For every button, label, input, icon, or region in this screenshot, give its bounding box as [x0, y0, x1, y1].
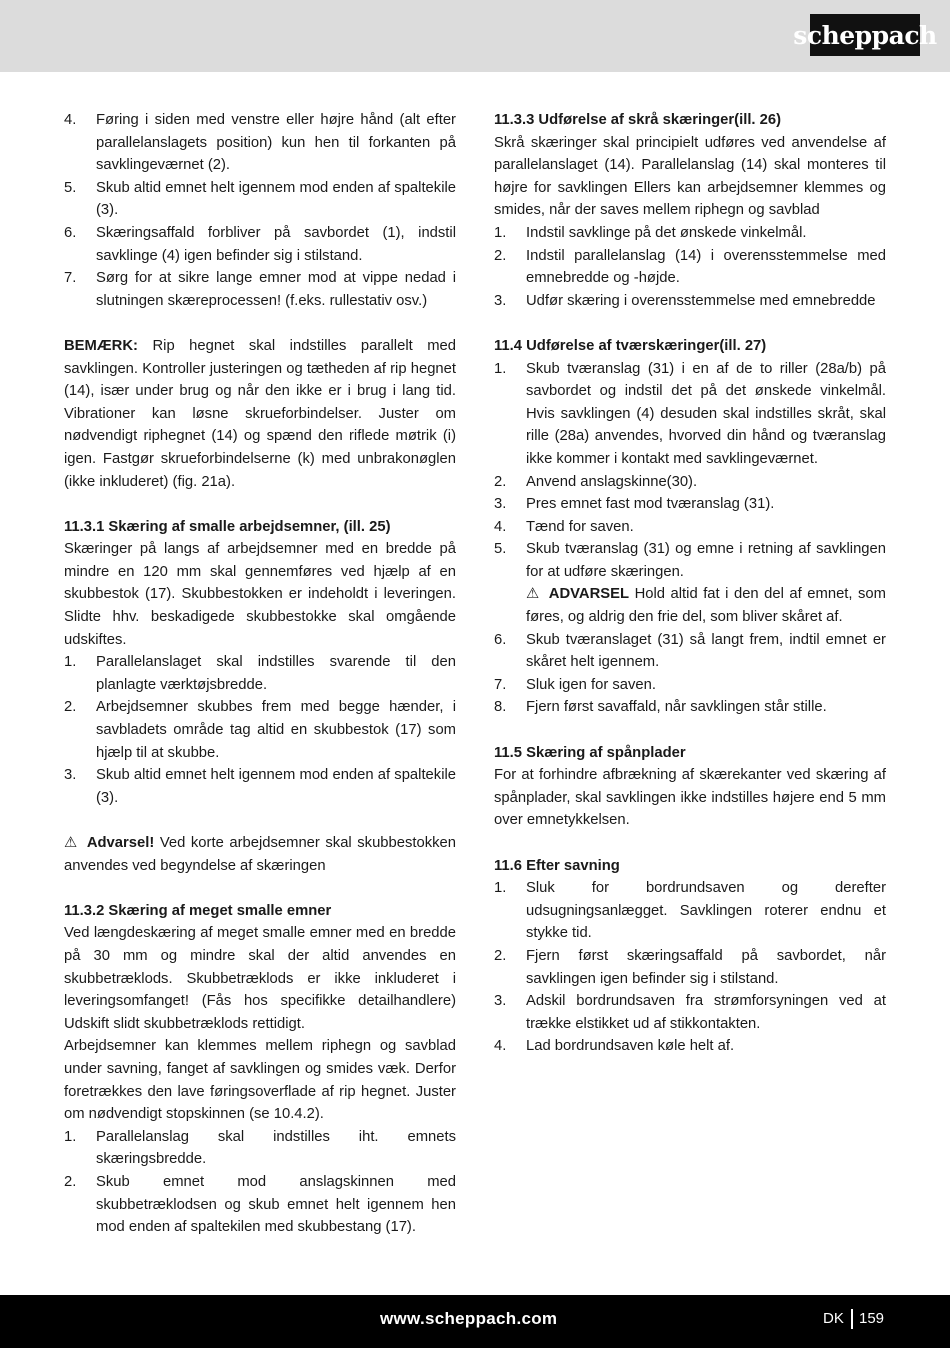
list-item: 2. Fjern først skæringsaffald på savbordet, når savklingen igen befinder sig i stilstand.	[494, 947, 886, 987]
list-item: 1. Skub tværanslag (31) i en af de to riller (28a/b) på savbordet og indstil det på det ønskede vinkelmål. Hvis savklingen (4) desuden skal indstilles skråt, skal rille (28a) anvendes, hvorved din hånd og tværanslag ikke kommer i kontakt med savklingeværnet.	[494, 360, 886, 467]
list-item: 1. Parallelanslaget skal indstilles svarende til den planlagte værktøjsbredde.	[64, 654, 456, 693]
section-text: Ved længdeskæring af meget smalle emner med en bredde på 30 mm og mindre skal der altid anvendes en skubbetræklods. Skubbetræklods er ikke inkluderet i leveringsomfanget! (Fås hos specifikke detailhandlere) Udskift slidt skubbetræklods rettidigt.	[64, 925, 456, 1032]
left-column	[64, 109, 456, 1239]
section-text: Arbejdsemner kan klemmes mellem riphegn og savblad under savning, fanget af savklingen og smides væk. Derfor foretrækkes den lave føringsoverflade af rip hegnet. Juster om nødvendigt stopskinnen (se 10.4.2).	[64, 1038, 456, 1123]
warning-paragraph: ⚠ Advarsel! Ved korte arbejdsemner skal skubbestokken anvendes ved begyndelse af skæringen	[64, 832, 456, 877]
footer-divider	[851, 1309, 853, 1329]
section-text: Skrå skæringer skal principielt udføres ved anvendelse af parallelanslaget (14). Parallelanslag (14) skal monteres til højre for savklingen Ellers kan arbejdsemner klemmes og smides, når der saves mellem riphegn og savblad	[494, 134, 886, 219]
warning-icon: ⚠	[64, 835, 78, 851]
list-item: 3. Skub altid emnet helt igennem mod enden af spaltekile (3).	[64, 767, 456, 806]
list-item: 1. Parallelanslag skal indstilles iht. emnets skæringsbredde.	[64, 1128, 456, 1168]
list-item: 4. Føring i siden med venstre eller højre hånd (alt efter parallelanslagets position) kun hen til forkanten på savklingeværnet (2).	[64, 112, 456, 174]
list-item: 6. Skæringsaffald forbliver på savbordet (1), indstil savklinge (4) igen befinder sig i stilstand.	[64, 224, 456, 264]
note-label: BEMÆRK:	[64, 337, 138, 354]
page-number: 159	[859, 1310, 885, 1327]
brand-logo: scheppach	[810, 14, 920, 56]
list-item: 1. Sluk for bordrundsaven og derefter udsugningsanlægget. Savklingen roterer endnu et stykke tid.	[494, 880, 886, 942]
footer-bar	[0, 1295, 950, 1348]
list-item: 1. Indstil savklinge på det ønskede vinkelmål.	[494, 224, 807, 241]
language-code: DK	[823, 1310, 844, 1327]
list-item: 3. Adskil bordrundsaven fra strømforsyningen ved at trække elstikket ud af stikkontakten.	[494, 993, 886, 1032]
list-item: 4. Tænd for saven.	[494, 518, 634, 535]
section-text: For at forhindre afbrækning af skærekanter ved skæring af spånplader, skal savklingen ikke indstilles højere end 5 mm over emnetykkelsen.	[494, 767, 886, 829]
section-heading: 11.6 Efter savning	[494, 857, 620, 874]
list-item: 2. Arbejdsemner skubbes frem med begge hænder, i savbladets område tag altid en skubbestok (17) som hjælp til at skubbe.	[64, 699, 456, 761]
list-item: 2. Skub emnet mod anslagskinnen med skubbetræklodsen og skub emnet helt igennem hen mod enden af spaltekilen med skubbestang (17).	[64, 1173, 456, 1236]
list-item: 7. Sørg for at sikre lange emner mod at vippe nedad i slutningen skæreprocessen! (f.eks. rullestativ osv.)	[64, 270, 456, 309]
section-heading: 11.3.1 Skæring af smalle arbejdsemner, (ill. 25)	[64, 518, 391, 535]
warning-icon: ⚠	[526, 586, 540, 603]
list-item: 5. Skub altid emnet helt igennem mod enden af spaltekile (3).	[64, 179, 456, 219]
header-band	[0, 0, 950, 72]
list-item: 8. Fjern først savaffald, når savklingen står stille.	[494, 699, 827, 716]
list-item: 2. Anvend anslagskinne(30).	[494, 473, 698, 490]
section-heading: 11.3.2 Skæring af meget smalle emner	[64, 902, 332, 919]
list-item: 4. Lad bordrundsaven køle helt af.	[494, 1038, 735, 1055]
section-heading: 11.5 Skæring af spånplader	[494, 744, 686, 761]
section-heading: 11.4 Udførelse af tværskæringer(ill. 27)	[494, 337, 767, 354]
note-paragraph: BEMÆRK: Rip hegnet skal indstilles parallelt med savklingen. Kontroller justeringen og tætheden af rip hegnet (14), især under brug og når den ikke er i brug i lang tid. Vibrationer kan løsne skrueforbindelser. Juster om nødvendigt riphegnet (14) og spænd den riflede møtrik (i) igen. Fastgør skrueforbindelserne (k) med unbrakonøglen (ikke inkluderet) (fig. 21a).	[64, 337, 456, 490]
right-column	[494, 109, 886, 1058]
section-heading: 11.3.3 Udførelse af skrå skæringer(ill. 26)	[494, 112, 782, 128]
list-item: 5. Skub tværanslag (31) og emne i retning af savklingen for at udføre skæringen.	[494, 541, 886, 580]
warning-label: Advarsel!	[86, 835, 155, 851]
list-item: 3. Udfør skæring i overensstemmelse med emnebredde	[494, 292, 876, 309]
warning-paragraph: ⚠ ADVARSEL Hold altid fat i den del af emnet, som føres, og aldrig den frie del, som bliver skåret af.	[494, 583, 886, 628]
list-item: 3. Pres emnet fast mod tværanslag (31).	[494, 496, 775, 513]
section-text: Skæringer på langs af arbejdsemner med en bredde på mindre en 120 mm skal gennemføres ved hjælp af en skubbestok (17). Skubbestokken er indeholdt i leveringen. Slidte hhv. beskadigede skubbestokke skal omgående udskiftes.	[64, 541, 456, 648]
list-item: 6. Skub tværanslaget (31) så langt frem, indtil emnet er skåret helt igennem.	[494, 631, 886, 671]
list-item: 2. Indstil parallelanslag (14) i overensstemmelse med emnebredde og -højde.	[494, 247, 886, 287]
website-link[interactable]: www.scheppach.com	[380, 1309, 558, 1328]
list-item: 7. Sluk igen for saven.	[494, 676, 656, 693]
warning-label: ADVARSEL	[548, 586, 630, 603]
